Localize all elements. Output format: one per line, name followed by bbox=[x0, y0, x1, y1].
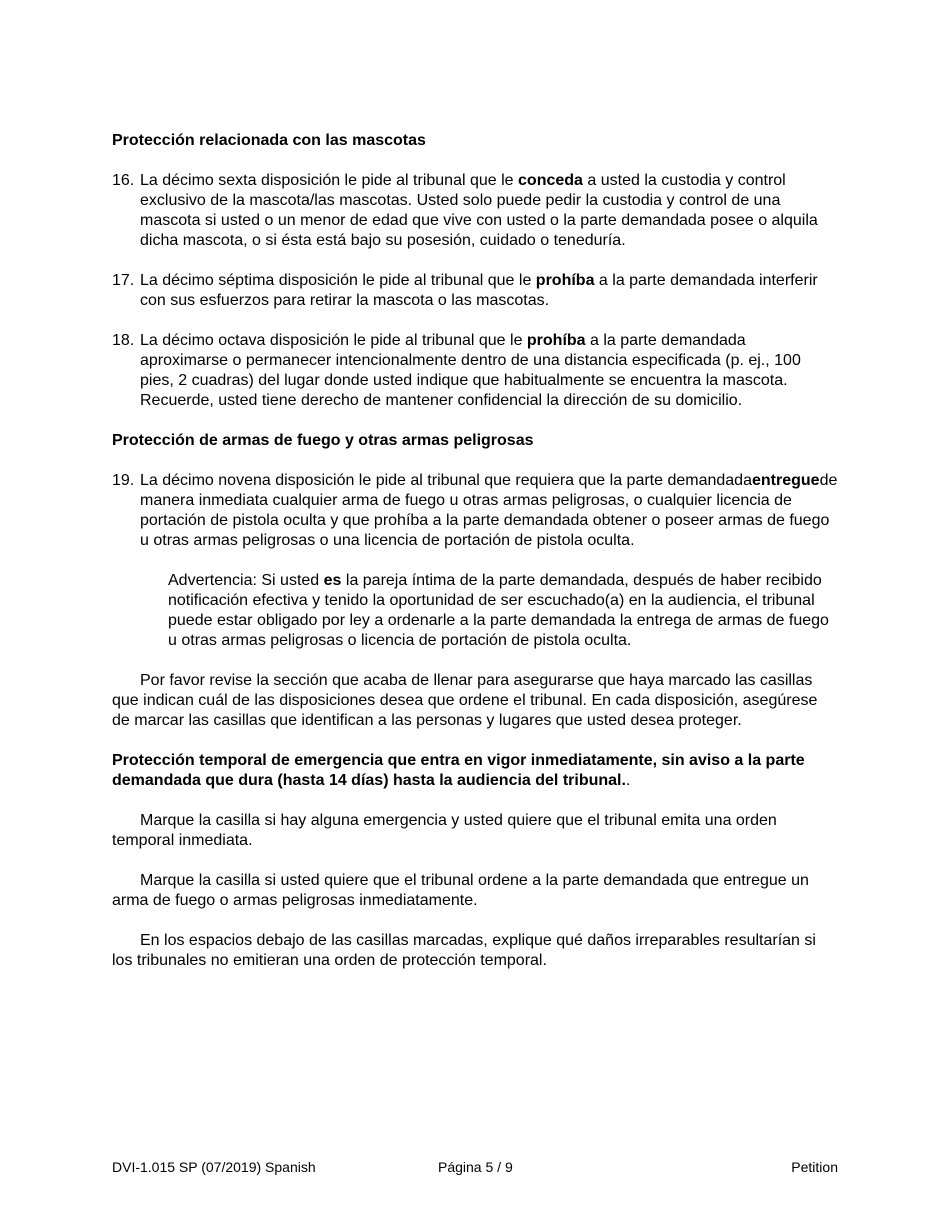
warning-text: la pareja íntima de la parte demandada, después de haber recibido notificación efectiva y tenido la oportunidad de ser escuchado(a) en la audiencia, el tribunal puede estar obligado por ley a ordenarle a la parte demandada la entrega de armas de fuego u otras armas peligrosas o licencia de portación de pistola oculta. bbox=[168, 572, 829, 649]
provision-17 bbox=[112, 271, 838, 311]
provision-bold-term: prohíba bbox=[535, 272, 595, 289]
provision-text: La décimo séptima disposición le pide al tribunal que le bbox=[140, 272, 536, 289]
explain-harm-paragraph: En los espacios debajo de las casillas marcadas, explique qué daños irreparables resultarían si los tribunales no emitieran una orden de protección temporal. bbox=[112, 932, 816, 969]
provision-text: a la parte demandada aproximarse o permanecer intencionalmente dentro de una distancia especificada (p. ej., 100 pies, 2 cuadras) del lugar donde usted indique que habitualmente se encuentra la mascota. Recuerde, usted tiene derecho de mantener confidencial la dirección de su domicilio. bbox=[140, 332, 801, 409]
provision-text: a usted la custodia y control exclusivo de la mascota/las mascotas. Usted solo puede pedir la custodia y control de una mascota si usted o un menor de edad que vive con usted o la parte demandada posee o alquila dicha mascota, o si ésta está bajo su posesión, cuidado o teneduría. bbox=[140, 172, 818, 249]
emergency-section-heading bbox=[112, 751, 838, 791]
provision-number: 19. bbox=[112, 472, 135, 489]
footer-form-id: DVI-1.015 SP (07/2019) Spanish bbox=[112, 1159, 316, 1175]
provision-16 bbox=[112, 171, 838, 251]
page-footer bbox=[112, 1157, 838, 1177]
emergency-heading-suffix: . bbox=[625, 772, 631, 789]
footer-page-number: Página 5 / 9 bbox=[438, 1159, 513, 1175]
provision-bold-term: prohíba bbox=[526, 332, 586, 349]
provision-text: La décimo novena disposición le pide al tribunal que requiera que la parte demandada bbox=[140, 472, 752, 489]
emergency-paragraph: Marque la casilla si hay alguna emergencia y usted quiere que el tribunal emita una orden temporal inmediata. bbox=[112, 812, 777, 849]
weapons-surrender-paragraph: Marque la casilla si usted quiere que el tribunal ordene a la parte demandada que entregue un arma de fuego o armas peligrosas inmediatamente. bbox=[112, 872, 809, 909]
weapons-section-heading: Protección de armas de fuego y otras armas peligrosas bbox=[112, 432, 534, 449]
provision-text: de manera inmediata cualquier arma de fuego u otras armas peligrosas, o cualquier licencia de portación de pistola oculta y que prohíba a la parte demandada obtener o poseer armas de fuego u otras armas peligrosas o una licencia de portación de pistola oculta. bbox=[140, 472, 838, 549]
document-page bbox=[112, 131, 838, 991]
warning-text: Advertencia: Si usted bbox=[168, 572, 324, 589]
provision-number: 16. bbox=[112, 172, 135, 189]
provision-bold-term: conceda bbox=[518, 172, 583, 189]
pets-section-heading: Protección relacionada con las mascotas bbox=[112, 132, 426, 149]
provision-text: La décimo octava disposición le pide al tribunal que le bbox=[140, 332, 527, 349]
provision-18 bbox=[112, 331, 838, 411]
provision-19 bbox=[112, 471, 838, 551]
provision-number: 17. bbox=[112, 272, 135, 289]
provision-bold-term: entregue bbox=[751, 472, 820, 489]
emergency-heading-text: Protección temporal de emergencia que entra en vigor inmediatamente, sin aviso a la parte demandada que dura (hasta 14 días) hasta la audiencia del tribunal. bbox=[112, 752, 805, 789]
provision-number: 18. bbox=[112, 332, 135, 349]
footer-doc-type: Petition bbox=[791, 1159, 838, 1175]
warning-bold-term: es bbox=[323, 572, 342, 589]
provision-text: La décimo sexta disposición le pide al tribunal que le bbox=[140, 172, 519, 189]
warning-note bbox=[168, 571, 838, 651]
provision-text: a la parte demandada interferir con sus esfuerzos para retirar la mascota o las mascotas. bbox=[140, 272, 818, 309]
review-paragraph: Por favor revise la sección que acaba de llenar para asegurarse que haya marcado las casillas que indican cuál de las disposiciones desea que ordene el tribunal. En cada disposición, asegúrese de marcar las casillas que identifican a las personas y lugares que usted desea proteger. bbox=[112, 672, 818, 729]
